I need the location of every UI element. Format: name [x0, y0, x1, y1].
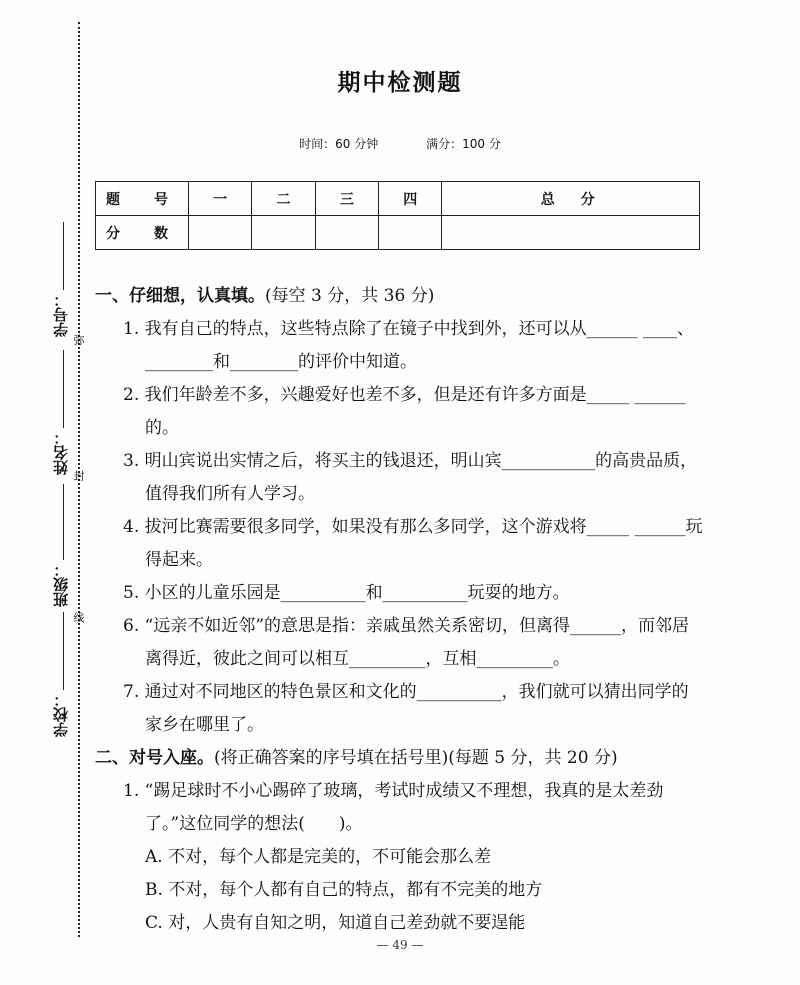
answer-option: A. 不对，每个人都是完美的，不可能会那么差: [145, 847, 492, 867]
score-input-cell[interactable]: [315, 216, 378, 250]
name-label: 姓名：: [52, 430, 70, 475]
school-label: 学校：: [52, 692, 70, 737]
score-input-cell[interactable]: [442, 216, 700, 250]
school-blank: [63, 612, 64, 690]
question-item: 1. 我有自己的特点，这些特点除了在镜子中找到外，还可以从______ ____、________和________的评价中知道。: [123, 319, 695, 372]
section-heading: [95, 280, 705, 313]
score-table: [95, 181, 700, 250]
section2-title: 二、对号入座。: [95, 748, 214, 768]
section1-note: (每空 3 分，共 36 分): [265, 286, 435, 306]
exam-meta: [0, 135, 800, 152]
question-item: 2. 我们年龄差不多，兴趣爱好也差不多，但是还有许多方面是_____ ______的。: [123, 385, 686, 438]
time-limit: 时间：60 分钟: [299, 137, 379, 151]
seal-mi-text: 弥: [72, 334, 85, 345]
section-heading: [95, 742, 705, 775]
page-title: 期中检测题: [337, 70, 463, 96]
score-table-cell: 三: [315, 182, 378, 216]
score-table-cell: 一: [189, 182, 252, 216]
answer-option: B. 不对，每个人都有自己的特点，都有不完美的地方: [145, 880, 543, 900]
class-label: 班级：: [52, 562, 70, 607]
score-input-cell[interactable]: [379, 216, 442, 250]
student-id-blank: [63, 222, 64, 290]
student-id-label: 学号：: [52, 292, 70, 337]
score-input-cell[interactable]: [252, 216, 315, 250]
section1-title: 一、仔细想，认真填。: [95, 286, 265, 306]
question-item: 3. 明山宾说出实情之后，将买主的钱退还，明山宾___________的高贵品质，值得我们所有人学习。: [123, 451, 698, 504]
score-table-cell: 分 数: [96, 216, 189, 250]
question-item: 5. 小区的儿童乐园是__________和__________玩耍的地方。: [123, 583, 570, 603]
page-number: — 49 —: [376, 938, 424, 952]
score-table-cell: 二: [252, 182, 315, 216]
full-score: 满分：100 分: [426, 137, 501, 151]
score-table-header-row: [96, 182, 700, 216]
section2-note: (将正确答案的序号填在括号里)(每题 5 分，共 20 分): [214, 748, 618, 768]
score-table-score-row: [96, 216, 700, 250]
name-blank: [63, 350, 64, 428]
answer-option: C. 对，人贵有自知之明，知道自己差劲就不要逞能: [145, 913, 526, 933]
question-item: 6. “远亲不如近邻”的意思是指：亲戚虽然关系密切，但离得______，而邻居离得近，彼此之间可以相互_________，互相_________。: [123, 616, 690, 669]
question-item: 1. “踢足球时不小心踢碎了玻璃，考试时成绩又不理想，我真的是太差劲了。”这位同学的想法( )。: [123, 781, 664, 834]
score-table-cell: 题 号: [96, 182, 189, 216]
score-table-cell: 四: [379, 182, 442, 216]
seal-feng-text: 封: [72, 470, 85, 481]
class-blank: [63, 484, 64, 560]
score-table-cell: 总 分: [442, 182, 700, 216]
question-item: 7. 通过对不同地区的特色景区和文化的__________，我们就可以猜出同学的家乡在哪里了。: [123, 682, 689, 735]
question-item: 4. 拔河比赛需要很多同学，如果没有那么多同学，这个游戏将_____ ______玩得起来。: [123, 517, 703, 570]
exam-content: [95, 280, 705, 940]
seal-xian-text: 线: [72, 612, 85, 623]
score-input-cell[interactable]: [189, 216, 252, 250]
